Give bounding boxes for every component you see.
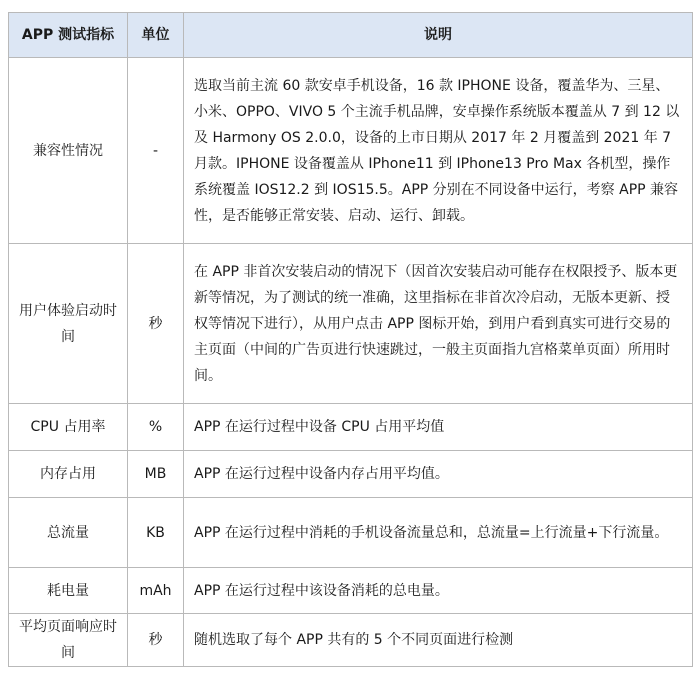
metric-cell: 内存占用 [9, 451, 128, 498]
description-cell: 随机选取了每个 APP 共有的 5 个不同页面进行检测 [184, 614, 693, 667]
unit-cell: 秒 [128, 244, 184, 404]
unit-cell: - [128, 58, 184, 244]
unit-cell: % [128, 404, 184, 451]
metric-cell: CPU 占用率 [9, 404, 128, 451]
header-description: 说明 [184, 13, 693, 58]
metric-cell: 兼容性情况 [9, 58, 128, 244]
metric-cell: 平均页面响应时间 [9, 614, 128, 667]
metric-cell: 总流量 [9, 498, 128, 568]
unit-cell: MB [128, 451, 184, 498]
header-unit: 单位 [128, 13, 184, 58]
metrics-table-container [8, 12, 692, 667]
description-cell: APP 在运行过程中设备 CPU 占用平均值 [184, 404, 693, 451]
description-cell: APP 在运行过程中消耗的手机设备流量总和，总流量=上行流量+下行流量。 [184, 498, 693, 568]
table-row [9, 498, 693, 568]
description-cell: 在 APP 非首次安装启动的情况下（因首次安装启动可能存在权限授予、版本更新等情况，为了测试的统一准确，这里指标在非首次冷启动，无版本更新、授权等情况下进行），从用户点击 APP 图标开始，到用户看到真实可进行交易的主页面（中间的广告页进行快速跳过，一般主页面指九宫格菜单页面）所用时间。 [184, 244, 693, 404]
table-header-row [9, 13, 693, 58]
description-cell: APP 在运行过程中设备内存占用平均值。 [184, 451, 693, 498]
app-metrics-table [8, 12, 693, 667]
table-row [9, 244, 693, 404]
unit-cell: KB [128, 498, 184, 568]
header-metric: APP 测试指标 [9, 13, 128, 58]
description-cell: 选取当前主流 60 款安卓手机设备，16 款 IPHONE 设备，覆盖华为、三星、小米、OPPO、VIVO 5 个主流手机品牌，安卓操作系统版本覆盖从 7 到 12 以及 Harmony OS 2.0.0，设备的上市日期从 2017 年 2 月覆盖到 2021 年 7 月款。IPHONE 设备覆盖从 IPhone11 到 IPhone13 Pro Max 各机型，操作系统覆盖 IOS12.2 到 IOS15.5。APP 分别在不同设备中运行，考察 APP 兼容性，是否能够正常安装、启动、运行、卸载。 [184, 58, 693, 244]
metric-cell: 用户体验启动时间 [9, 244, 128, 404]
metric-cell: 耗电量 [9, 568, 128, 614]
unit-cell: 秒 [128, 614, 184, 667]
table-row [9, 568, 693, 614]
table-row [9, 58, 693, 244]
table-row [9, 404, 693, 451]
table-row [9, 614, 693, 667]
table-row [9, 451, 693, 498]
description-cell: APP 在运行过程中该设备消耗的总电量。 [184, 568, 693, 614]
unit-cell: mAh [128, 568, 184, 614]
